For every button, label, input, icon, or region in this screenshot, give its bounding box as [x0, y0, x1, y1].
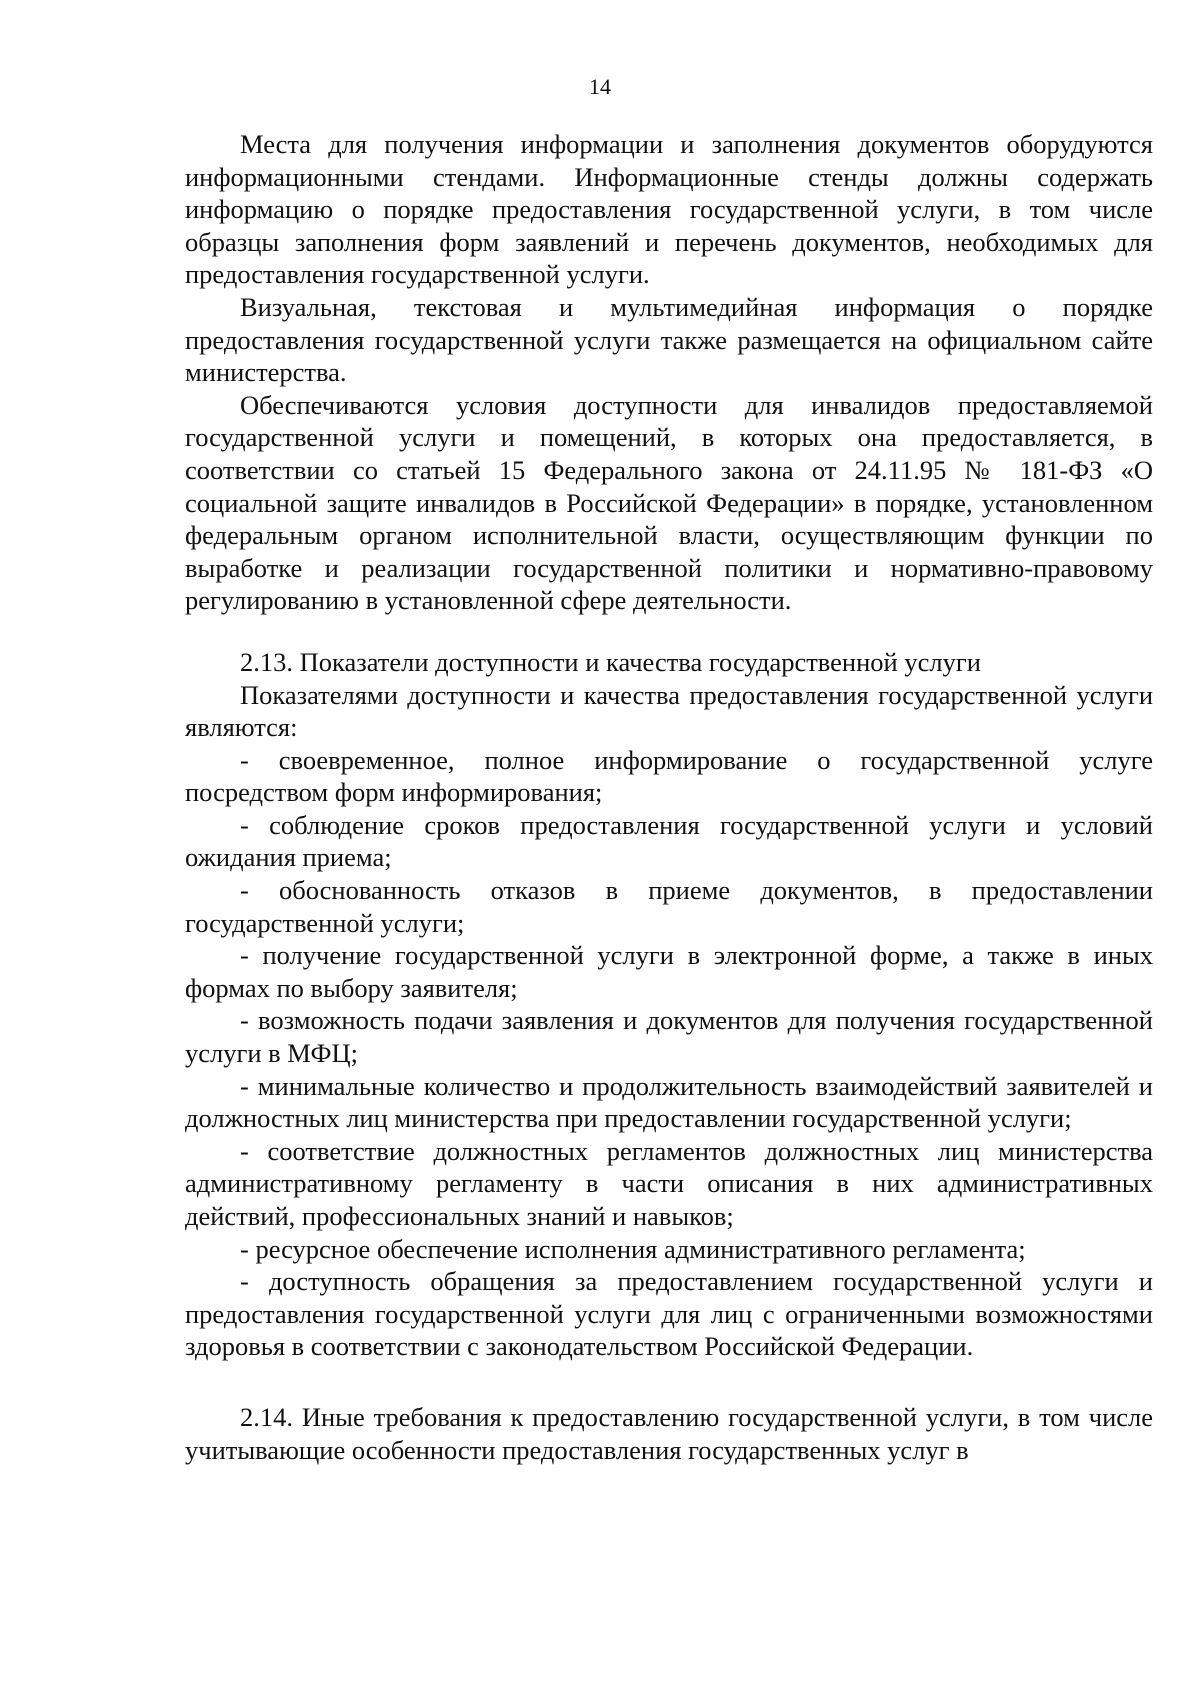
list-item-deadlines: - соблюдение сроков предоставления государственной услуги и условий ожидания приема; [185, 809, 1153, 873]
list-item-electronic-form: - получение государственной услуги в электронной форме, а также в иных формах по выбору заявителя; [185, 940, 1153, 1003]
list-item-resources: - ресурсное обеспечение исполнения административного регламента; [240, 1233, 1026, 1264]
paragraph-indicators-intro: Показателями доступности и качества предоставления государственной услуги являются: [185, 679, 1153, 743]
list-item-informing: - своевременное, полное информирование о государственной услуге посредством форм информирования; [185, 744, 1153, 808]
paragraph-accessibility: Обеспечиваются условия доступности для инвалидов предоставляемой государственной услуги и помещений, в которых она предоставляется, в соответствии со статьей 15 Федерального закона от 24.11.95 № 181-ФЗ «О социальной защите инвалидов в Российской Федерации» в порядке, установленном федеральным органом исполнительной власти, осуществляющим функции по выработке и реализации государственной политики и нормативно-правовому регулированию в установленной сфере деятельности. [185, 389, 1153, 616]
list-item-refusals: - обоснованность отказов в приеме документов, в предоставлении государственной услуги; [185, 875, 1153, 938]
section-spacer [185, 617, 1153, 646]
page-number: 14 [589, 74, 611, 99]
list-item-regulations: - соответствие должностных регламентов должностных лиц министерства административному регламенту в части описания в них административных действий, профессиональных знаний и навыков; [185, 1135, 1153, 1231]
list-item-interactions: - минимальные количество и продолжительность взаимодействий заявителей и должностных лиц министерства при предоставлении государственной услуги; [185, 1070, 1153, 1134]
list-item-mfc: - возможность подачи заявления и документов для получения государственной услуги в МФЦ; [185, 1005, 1153, 1069]
paragraph-info-stands: Места для получения информации и заполнения документов оборудуются информационными стендами. Информационные стенды должны содержать информацию о порядке предоставления государственной услуги, в том числе образцы заполнения форм заявлений и перечень документов, необходимых для предоставления государственной услуги. [185, 129, 1153, 290]
section-spacer [185, 1363, 1153, 1401]
section-heading-2-13: 2.13. Показатели доступности и качества государственной услуги [240, 646, 981, 677]
list-item-disabilities-access: - доступность обращения за предоставлением государственной услуги и предоставления государственной услуги для лиц с ограниченными возможностями здоровья в соответствии с законодательством Российской Федерации. [185, 1266, 1153, 1362]
document-body [185, 128, 1153, 1466]
paragraph-multimedia-info: Визуальная, текстовая и мультимедийная информация о порядке предоставления государственной услуги также размещается на официальном сайте министерства. [185, 291, 1153, 388]
section-heading-2-14: 2.14. Иные требования к предоставлению государственной услуги, в том числе учитывающие особенности предоставления государственных услуг в [185, 1401, 1153, 1465]
